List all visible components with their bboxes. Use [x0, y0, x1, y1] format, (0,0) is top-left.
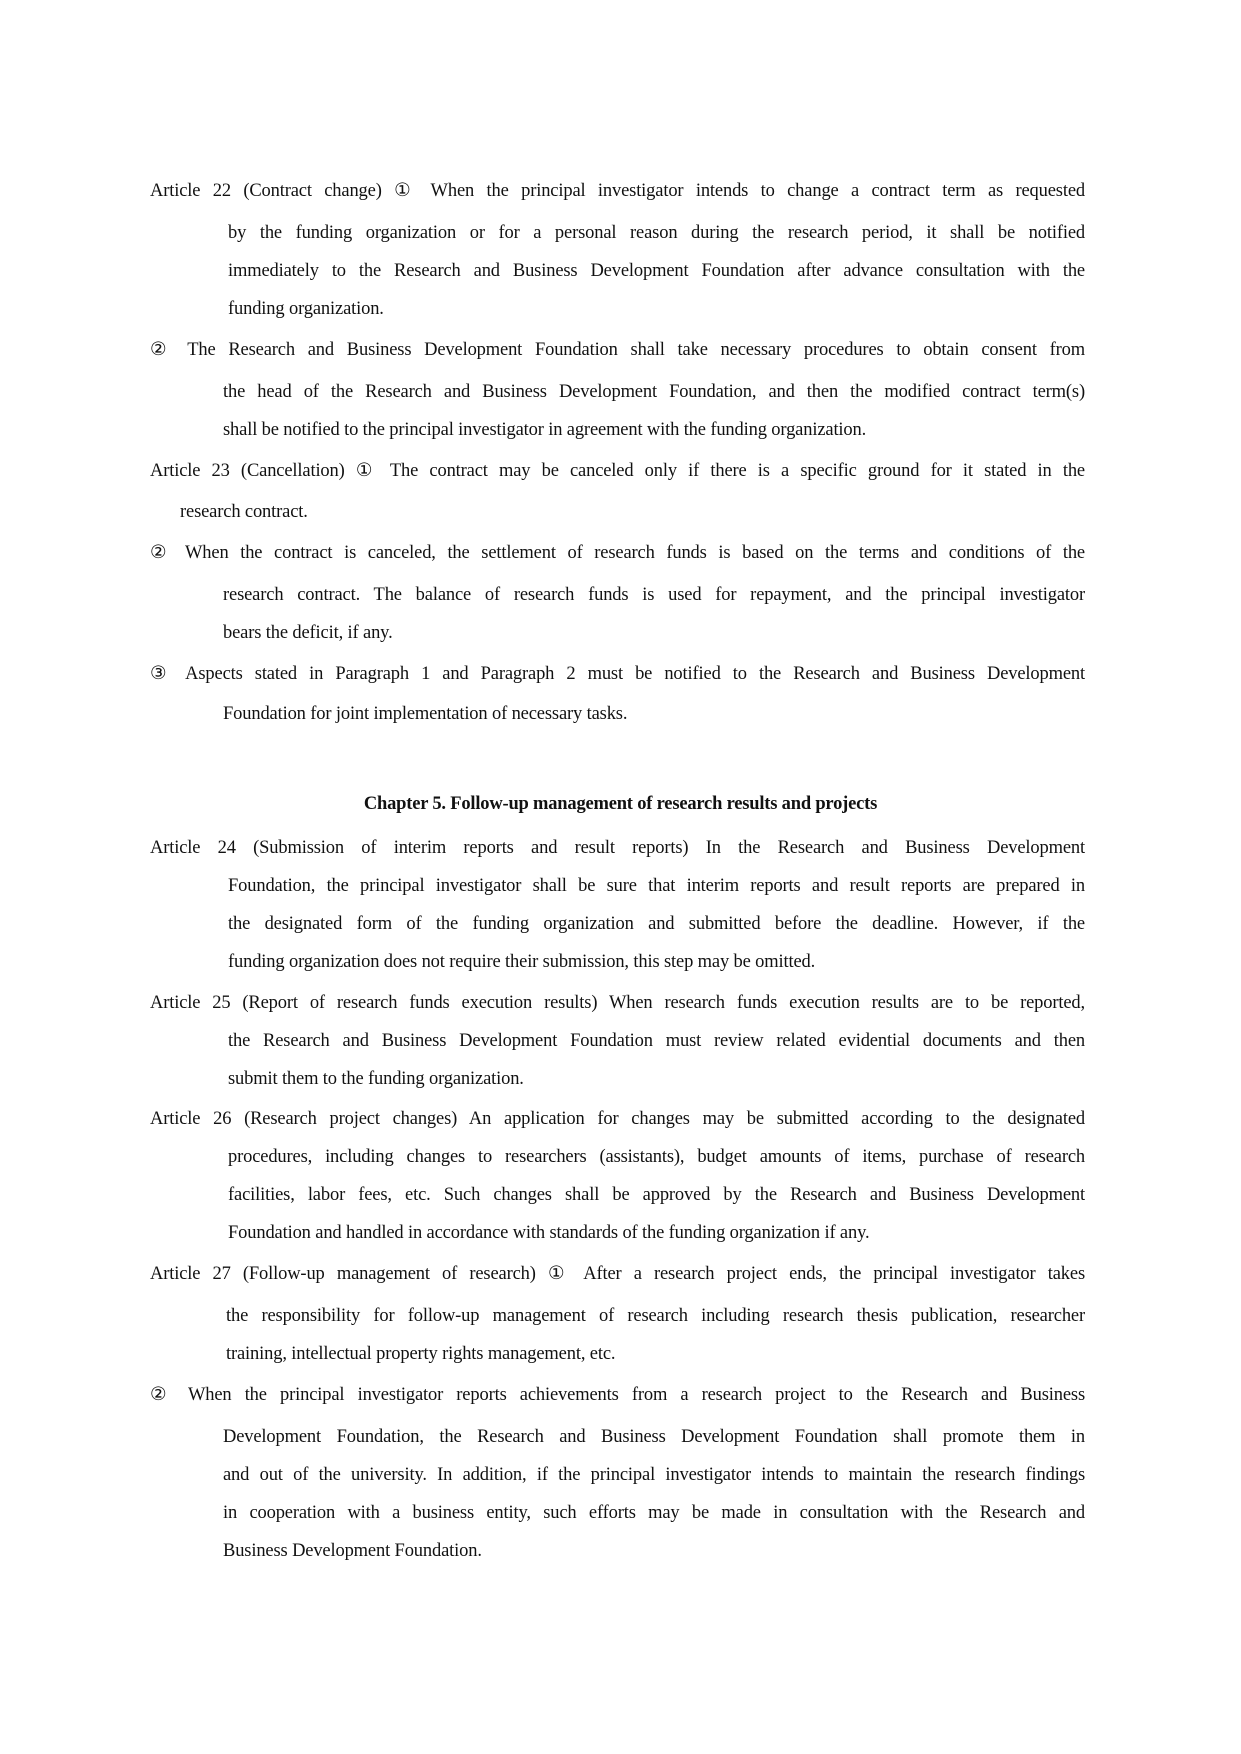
text-line: shall be notified to the principal investigator in agreement with the funding organization. — [223, 420, 867, 440]
text-line: submit them to the funding organization. — [228, 1069, 524, 1089]
text-line: ③ Aspects stated in Paragraph 1 and Paragraph 2 must be notified to the Research and Business Development — [150, 664, 1085, 684]
text-line: Foundation, the principal investigator shall be sure that interim reports and result reports are prepared in — [228, 876, 1085, 896]
text-line: funding organization does not require their submission, this step may be omitted. — [228, 952, 816, 972]
text-line: by the funding organization or for a personal reason during the research period, it shall be notified — [228, 223, 1085, 243]
text-line: Article 24 (Submission of interim reports and result reports) In the Research and Business Development — [150, 838, 1085, 858]
text-line: Article 26 (Research project changes) An application for changes may be submitted according to the designated — [150, 1109, 1085, 1129]
text-line: Development Foundation, the Research and Business Development Foundation shall promote them in — [223, 1427, 1085, 1447]
text-line: research contract. — [180, 502, 308, 522]
text-line: ② When the principal investigator reports achievements from a research project to the Research and Business — [150, 1385, 1085, 1405]
text-line: Business Development Foundation. — [223, 1541, 482, 1561]
text-line: facilities, labor fees, etc. Such changes shall be approved by the Research and Business Development — [228, 1185, 1085, 1205]
text-line: funding organization. — [228, 299, 384, 319]
text-line: the Research and Business Development Foundation must review related evidential documents and then — [228, 1031, 1085, 1051]
text-line: and out of the university. In addition, if the principal investigator intends to maintain the research findings — [223, 1465, 1085, 1485]
text-line: bears the deficit, if any. — [223, 623, 393, 643]
text-line: Article 27 (Follow-up management of research) ① After a research project ends, the principal investigator takes — [150, 1264, 1085, 1284]
text-line: ② When the contract is canceled, the settlement of research funds is based on the terms and conditions of the — [150, 543, 1085, 563]
text-line: training, intellectual property rights management, etc. — [226, 1344, 616, 1364]
text-line: Article 22 (Contract change) ① When the principal investigator intends to change a contract term as requested — [150, 181, 1085, 201]
chapter-heading: Chapter 5. Follow-up management of research results and projects — [363, 794, 878, 814]
text-line: Foundation for joint implementation of necessary tasks. — [223, 704, 628, 724]
text-line: Article 25 (Report of research funds execution results) When research funds execution results are to be reported, — [150, 993, 1085, 1013]
text-line: ② The Research and Business Development Foundation shall take necessary procedures to obtain consent from — [150, 340, 1085, 360]
text-line: the responsibility for follow-up management of research including research thesis publication, researcher — [226, 1306, 1085, 1326]
text-line: the head of the Research and Business Development Foundation, and then the modified contract term(s) — [223, 382, 1085, 402]
text-line: Foundation and handled in accordance with standards of the funding organization if any. — [228, 1223, 870, 1243]
text-line: procedures, including changes to researchers (assistants), budget amounts of items, purchase of research — [228, 1147, 1085, 1167]
text-line: the designated form of the funding organization and submitted before the deadline. However, if the — [228, 914, 1085, 934]
text-line: immediately to the Research and Business Development Foundation after advance consultation with the — [228, 261, 1085, 281]
text-line: research contract. The balance of research funds is used for repayment, and the principal investigator — [223, 585, 1085, 605]
text-line: in cooperation with a business entity, such efforts may be made in consultation with the Research and — [223, 1503, 1085, 1523]
text-line: Article 23 (Cancellation) ① The contract may be canceled only if there is a specific ground for it stated in the — [150, 461, 1085, 481]
